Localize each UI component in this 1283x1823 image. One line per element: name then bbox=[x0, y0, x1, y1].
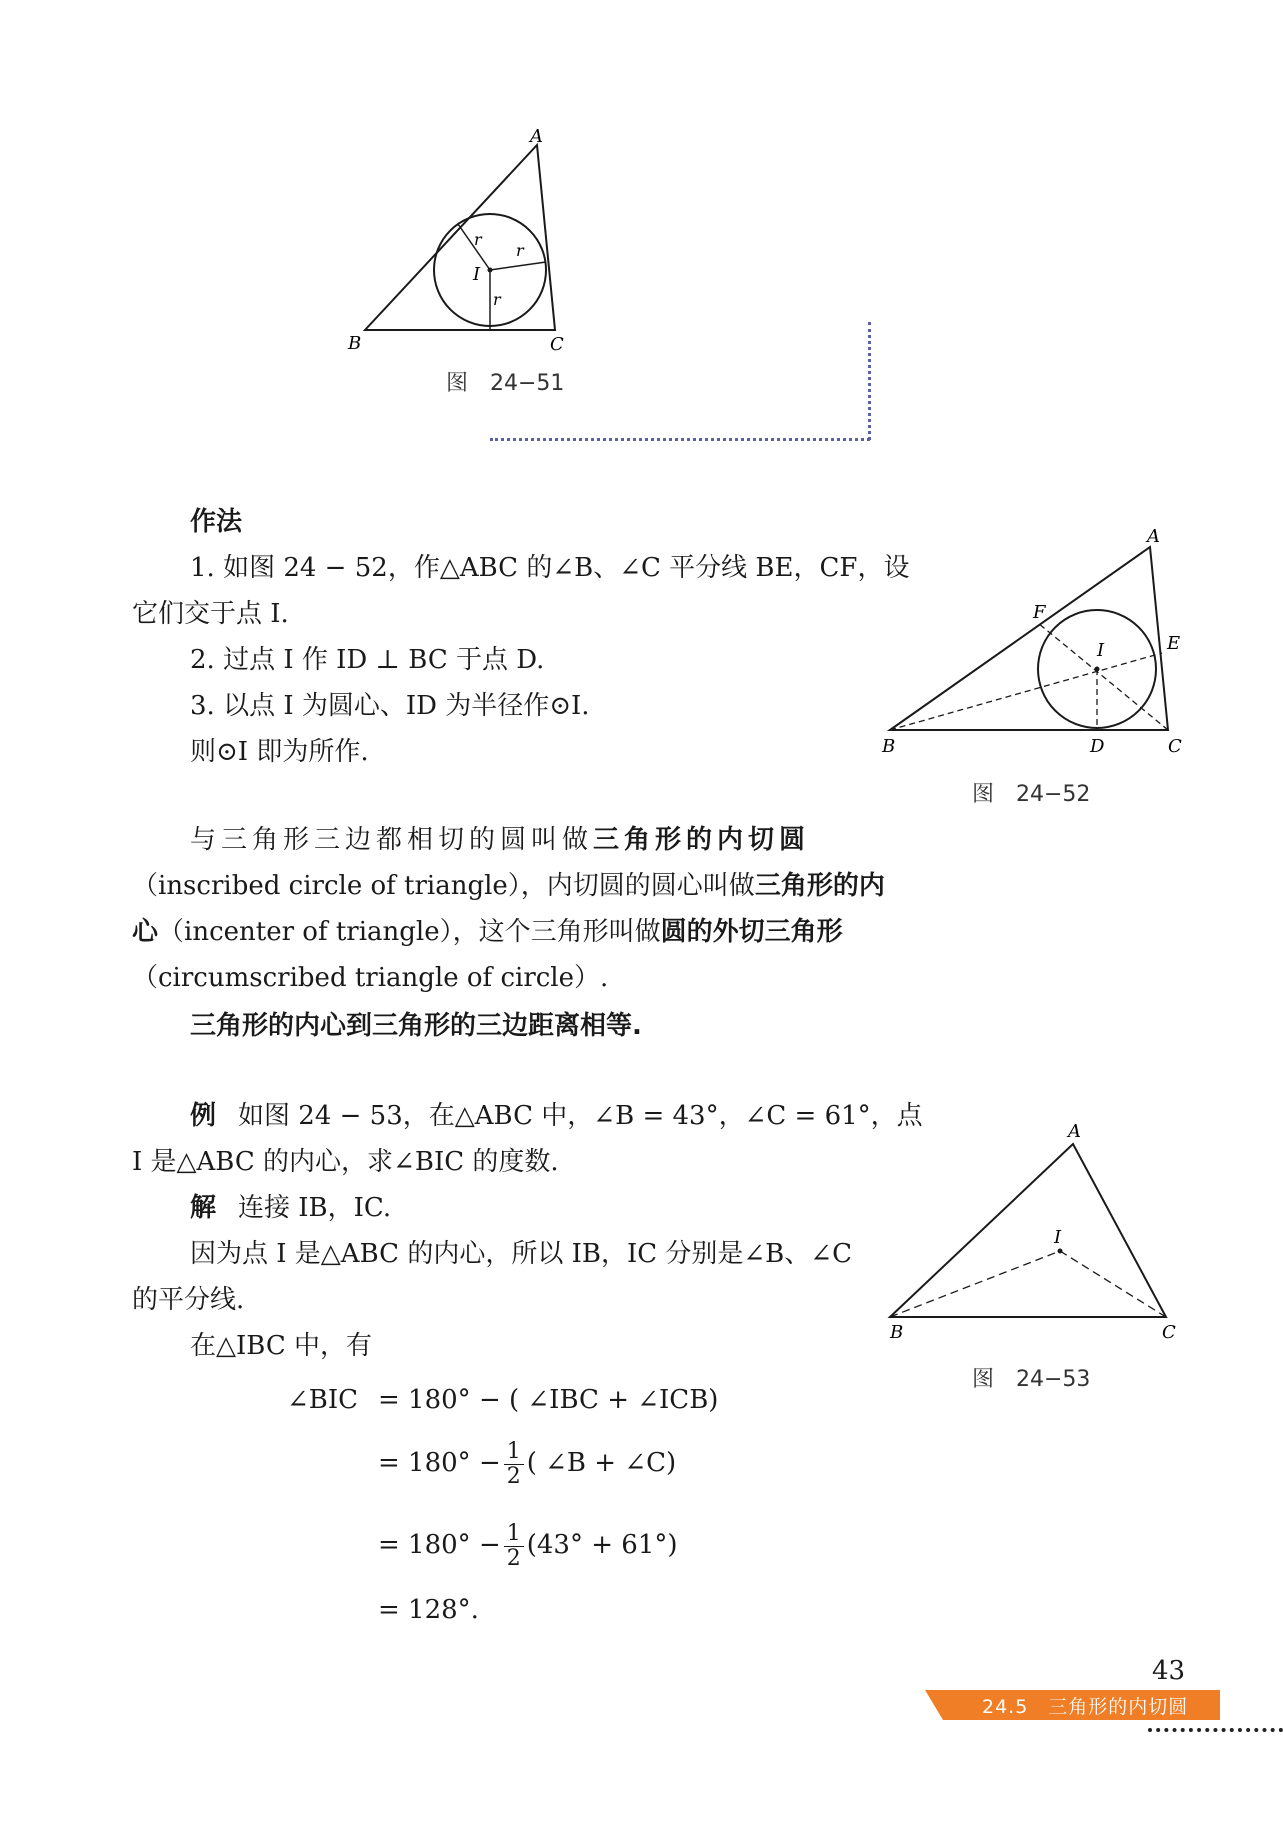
fraction-one-half bbox=[504, 1440, 524, 1489]
definition-text: （incenter of triangle），这个三角形叫做 bbox=[158, 917, 661, 947]
dotted-border-vertical bbox=[868, 322, 871, 440]
term-circumscribed-triangle: 圆的外切三角形 bbox=[660, 917, 843, 947]
theorem: 三角形的内心到三角形的三边距离相等. bbox=[190, 1011, 642, 1041]
figure-24-52-caption: 图 24−52 bbox=[972, 782, 1091, 807]
term-incenter: 三角形的内 bbox=[754, 871, 885, 901]
equation-step2 bbox=[378, 1436, 676, 1490]
fraction-numerator: 1 bbox=[504, 1522, 524, 1547]
page-number: 43 bbox=[1152, 1656, 1186, 1686]
label-r3: r bbox=[493, 290, 501, 309]
definition-line3 bbox=[132, 917, 843, 947]
equation-step4: = 128°. bbox=[378, 1595, 479, 1625]
solution-line3: 的平分线. bbox=[132, 1285, 245, 1315]
fraction-one-half bbox=[504, 1522, 524, 1571]
example-line1 bbox=[190, 1101, 923, 1131]
figure-24-51-caption: 图 24−51 bbox=[446, 371, 565, 396]
figure-24-53-caption: 图 24−53 bbox=[972, 1367, 1091, 1392]
method-step1-line1: 1. 如图 24 − 52，作△ABC 的∠B、∠C 平分线 BE，CF，设 bbox=[190, 553, 910, 583]
label-b: B bbox=[882, 736, 896, 757]
label-c: C bbox=[1162, 1322, 1176, 1343]
solution-text: 连接 IB，IC. bbox=[238, 1193, 392, 1223]
triangle-abc bbox=[890, 547, 1168, 730]
method-step3: 3. 以点 I 为圆心、ID 为半径作⊙I. bbox=[190, 691, 590, 721]
dotted-border-horizontal bbox=[490, 438, 870, 441]
label-a: A bbox=[1068, 1121, 1081, 1142]
definition-line2 bbox=[132, 871, 885, 901]
solution-line2: 因为点 I 是△ABC 的内心，所以 IB，IC 分别是∠B、∠C bbox=[190, 1239, 852, 1269]
label-r2: r bbox=[516, 241, 524, 260]
definition-line1 bbox=[190, 825, 810, 855]
definition-line4: （circumscribed triangle of circle）. bbox=[132, 963, 609, 993]
label-c: C bbox=[1168, 736, 1182, 757]
label-r1: r bbox=[474, 230, 482, 249]
fraction-denominator: 2 bbox=[506, 1545, 521, 1571]
solution-label: 解 bbox=[190, 1193, 217, 1223]
label-d: D bbox=[1090, 736, 1105, 757]
definition-text: 与三角形三边都相切的圆叫做 bbox=[190, 825, 594, 855]
fraction-numerator: 1 bbox=[504, 1440, 524, 1465]
term-incenter-end: 心 bbox=[132, 917, 159, 947]
equation-step1: = 180° − ( ∠IBC + ∠ICB) bbox=[378, 1385, 719, 1415]
example-text: 如图 24 − 53，在△ABC 中，∠B = 43°，∠C = 61°，点 bbox=[238, 1101, 923, 1131]
label-a: A bbox=[530, 126, 543, 147]
equation-text: = 180° − bbox=[378, 1530, 501, 1560]
method-step1-line2: 它们交于点 I. bbox=[132, 599, 289, 629]
equation-text: = 180° − bbox=[378, 1448, 501, 1478]
method-heading: 作法 bbox=[190, 507, 243, 537]
label-e: E bbox=[1167, 633, 1181, 654]
example-line2: I 是△ABC 的内心，求∠BIC 的度数. bbox=[132, 1147, 559, 1177]
figure-24-53 bbox=[870, 1115, 1200, 1345]
label-i: I bbox=[1054, 1227, 1062, 1248]
label-f: F bbox=[1033, 602, 1046, 623]
label-b: B bbox=[348, 333, 362, 354]
triangle-abc bbox=[890, 1144, 1166, 1317]
figure-24-52 bbox=[870, 520, 1200, 760]
triangle-abc bbox=[365, 145, 555, 330]
label-a: A bbox=[1147, 526, 1160, 547]
equation-text: ( ∠B + ∠C) bbox=[526, 1448, 677, 1478]
equation-text: (43° + 61°) bbox=[526, 1530, 678, 1560]
label-b: B bbox=[890, 1322, 904, 1343]
term-inscribed-circle: 三角形的内切圆 bbox=[593, 825, 811, 855]
equation-step3 bbox=[378, 1518, 678, 1572]
solution-line1 bbox=[190, 1193, 391, 1223]
method-conclusion: 则⊙I 即为所作. bbox=[190, 737, 369, 767]
method-step2: 2. 过点 I 作 ID ⊥ BC 于点 D. bbox=[190, 645, 545, 675]
figure-24-51 bbox=[340, 120, 670, 360]
footer-dotted-line bbox=[1148, 1728, 1283, 1732]
example-label: 例 bbox=[190, 1101, 217, 1131]
label-i: I bbox=[473, 264, 481, 285]
fraction-denominator: 2 bbox=[506, 1463, 521, 1489]
equation-lhs: ∠BIC bbox=[287, 1385, 359, 1415]
solution-line4: 在△IBC 中，有 bbox=[190, 1331, 373, 1361]
definition-text: （inscribed circle of triangle），内切圆的圆心叫做 bbox=[132, 871, 755, 901]
label-c: C bbox=[550, 334, 564, 355]
label-i: I bbox=[1097, 640, 1105, 661]
section-tag: 24.5 三角形的内切圆 bbox=[982, 1696, 1189, 1718]
